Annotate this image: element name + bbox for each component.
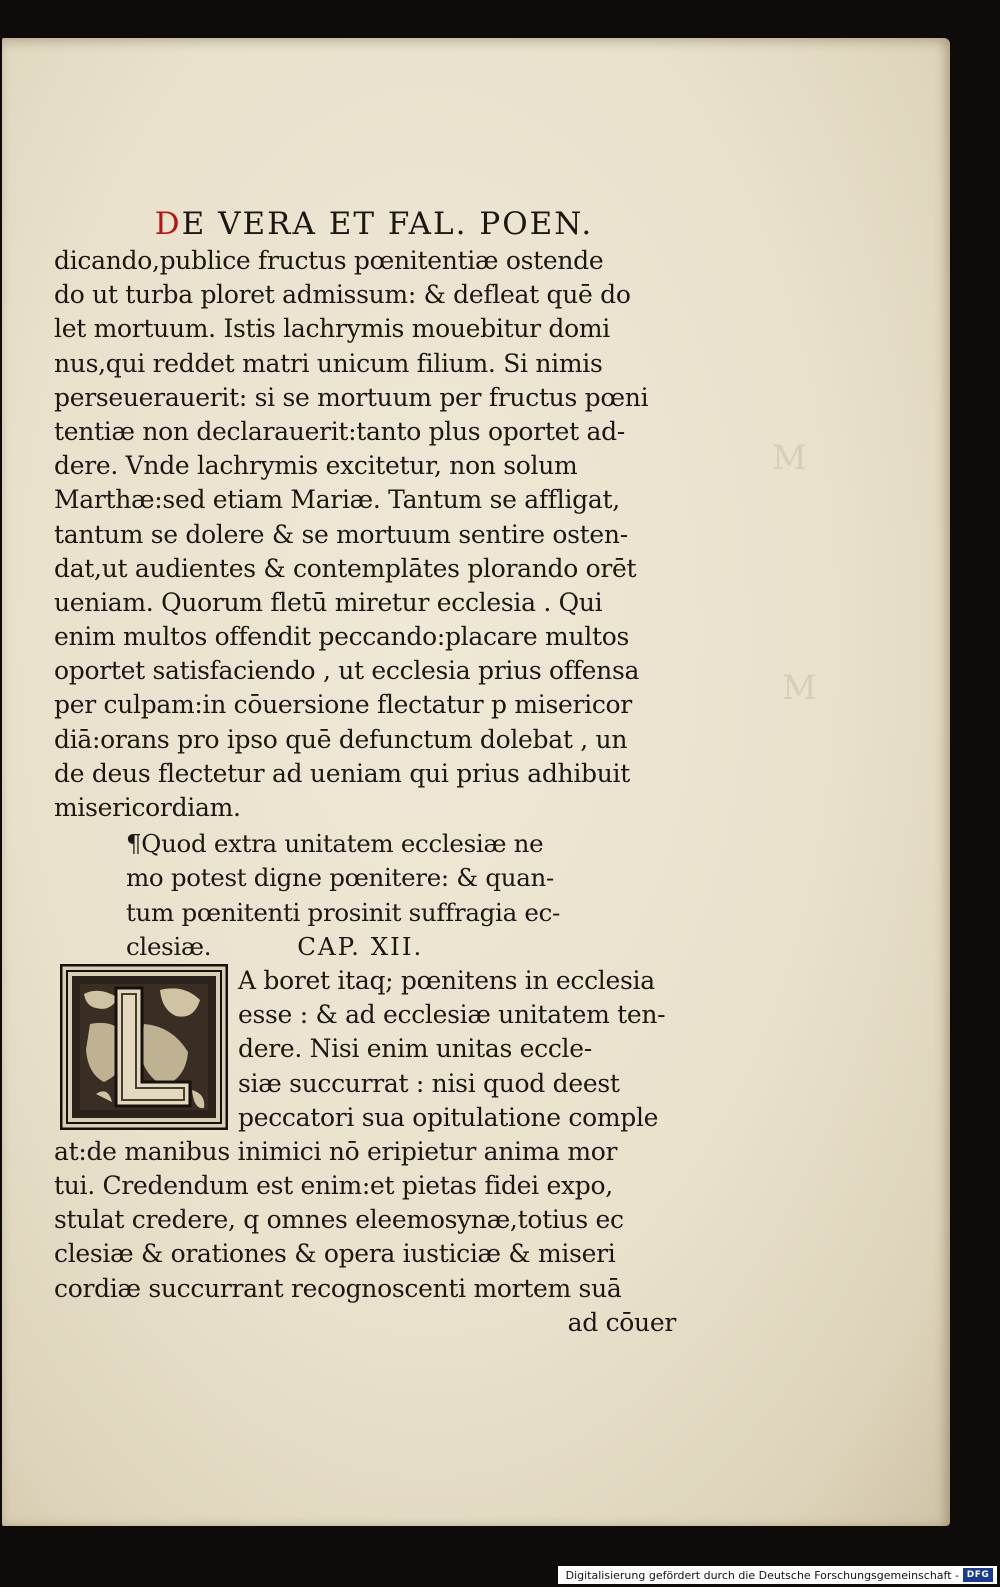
text-line: ueniam. Quorum fletū miretur ecclesia . Qui: [54, 587, 603, 617]
text-line: dat,ut audientes & contemplātes plorando orēt: [54, 553, 637, 583]
chapter-opening: [54, 964, 694, 1135]
catchword: ad cōuer: [567, 1307, 676, 1337]
text-line: esse : & ad ecclesiæ unitatem ten-: [238, 1000, 666, 1030]
text-block: [54, 178, 694, 1340]
text-line: diā:orans pro ipso quē defunctum dolebat , un: [54, 724, 628, 754]
show-through-mark: M: [772, 438, 807, 478]
paragraph-1: [54, 244, 694, 825]
text-line: oportet satisfaciendo , ut ecclesia prius offensa: [54, 656, 640, 686]
woodcut-initial-l-icon: [60, 964, 228, 1130]
heading-line-end: clesiæ.: [126, 931, 212, 961]
text-line: enim multos offendit peccando:placare multos: [54, 622, 629, 652]
text-line: at:de manibus inimici nō eripietur anima mor: [54, 1136, 618, 1166]
text-line: misericordiam.: [54, 793, 241, 822]
dfg-logo: DFG: [963, 1568, 993, 1582]
heading-line: [126, 930, 694, 964]
text-line: dere. Vnde lachrymis excitetur, non solum: [54, 451, 578, 481]
text-line: dere. Nisi enim unitas eccle-: [238, 1034, 592, 1064]
text-line: cordiæ succurrant recognoscenti mortem suā: [54, 1273, 622, 1303]
text-line: de deus flectetur ad ueniam qui prius adhibuit: [54, 758, 630, 788]
digitization-credit: [558, 1566, 997, 1584]
show-through-mark: M: [782, 668, 817, 708]
initial-side-lines: [238, 964, 665, 1135]
text-line: dicando,publice fructus pœnitentiæ ostende: [54, 246, 604, 275]
running-head: [94, 206, 654, 242]
text-line: per culpam:in cōuersione flectatur p misericor: [54, 690, 632, 720]
book-page: [2, 38, 950, 1526]
text-line: nus,qui reddet matri unicum filium. Si nimis: [54, 348, 603, 378]
chapter-heading: [126, 827, 694, 964]
running-head-initial: D: [154, 206, 182, 242]
text-line: A boret itaq; pœnitens in ecclesia: [238, 965, 655, 995]
text-line: tantum se dolere & se mortuum sentire osten-: [54, 519, 628, 549]
text-line: Marthæ:sed etiam Mariæ. Tantum se affligat,: [54, 485, 620, 515]
credit-text: Digitalisierung gefördert durch die Deutsche Forschungsgemeinschaft -: [565, 1568, 959, 1582]
heading-line: tum pœnitenti prosinit suffragia ec-: [126, 897, 560, 927]
text-line: let mortuum. Istis lachrymis mouebitur domi: [54, 314, 610, 344]
text-line: siæ succurrat : nisi quod deest: [238, 1068, 620, 1098]
chapter-label: CAP. XII.: [297, 931, 424, 961]
text-line: tentiæ non declarauerit:tanto plus oportet ad-: [54, 416, 625, 446]
heading-line: mo potest digne pœnitere: & quan-: [126, 863, 554, 893]
text-line: do ut turba ploret admissum: & defleat quē do: [54, 280, 631, 310]
text-line: peccatori sua opitulatione comple: [238, 1102, 659, 1132]
text-line: clesiæ & orationes & opera iusticiæ & miseri: [54, 1239, 616, 1269]
text-line: stulat credere, q omnes eleemosynæ,totius ec: [54, 1205, 624, 1235]
paragraph-2: [54, 1135, 694, 1306]
running-head-text: E VERA ET FAL. POEN.: [181, 206, 594, 242]
text-line: tui. Credendum est enim:et pietas fidei expo,: [54, 1171, 613, 1201]
text-line: perseuerauerit: si se mortuum per fructus pœni: [54, 382, 649, 412]
heading-line: ¶Quod extra unitatem ecclesiæ ne: [126, 829, 544, 859]
